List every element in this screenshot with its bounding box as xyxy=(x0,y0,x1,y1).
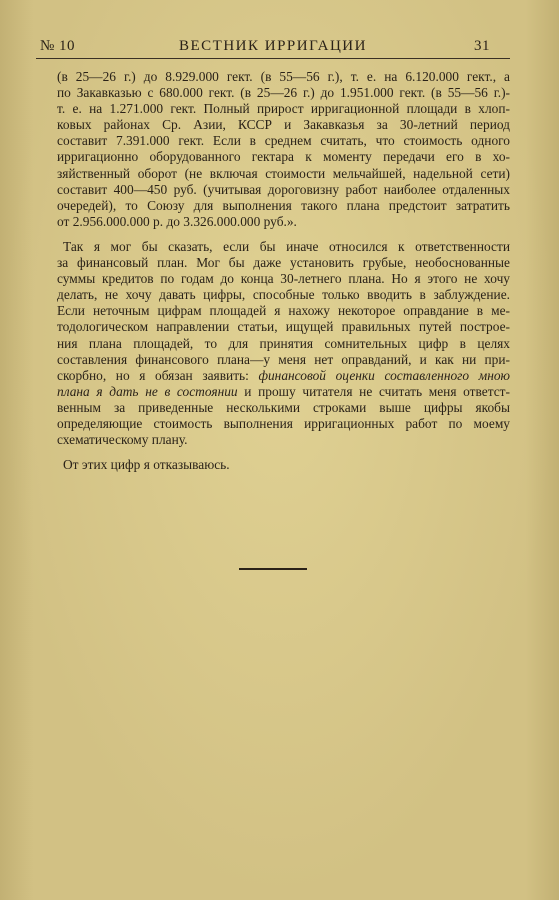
plain-text: скорбно, но я обязан заявить: xyxy=(57,367,259,383)
italic-text: плана я дать не в состоянии xyxy=(57,383,238,399)
text-line: от 2.956.000.000 р. до 3.326.000.000 руб.». xyxy=(57,213,297,229)
page-number: 31 xyxy=(474,38,490,54)
text-line: тодологическом направлении статьи, ищущей правильных путей построе- xyxy=(57,319,510,335)
text-line: От этих цифр я отказываюсь. xyxy=(63,457,230,473)
text-line xyxy=(57,384,510,400)
text-line: составит 400—450 руб. (учитывая дороговизну работ наиболее отдаленных xyxy=(57,181,510,197)
text-line: составления финансового плана—у меня нет оправданий, и как ни при- xyxy=(57,351,510,367)
text-line: определяющие стоимость выполнения ирригационных работ по моему xyxy=(57,415,510,431)
page-header xyxy=(36,36,510,59)
paragraph-financial-plan xyxy=(57,239,510,448)
text-line: (в 25—26 г.) до 8.929.000 гект. (в 55—56 г.), т. е. на 6.120.000 гект., а xyxy=(57,69,510,84)
issue-number: № 10 xyxy=(40,38,76,54)
plain-text: и прошу читателя не считать меня ответст- xyxy=(237,383,510,399)
text-line: зяйственный оборот (не включая стоимости мельчайшей, надельной сети) xyxy=(57,165,510,181)
text-line: ния плана площадей, то для принятия сомнительных цифр в целях xyxy=(57,335,510,351)
section-end-rule xyxy=(239,568,307,570)
text-line: очередей), то Союзу для выполнения такого плана предстоит затратить xyxy=(57,197,510,213)
text-line: составит 7.391.000 гект. Если в среднем считать, что стоимость одного xyxy=(57,133,510,149)
text-line: по Закавказью с 680.000 гект. (в 25—26 г.) до 1.951.000 гект. (в 55—56 г.)- xyxy=(57,85,510,101)
paragraph-quote-continuation xyxy=(57,69,510,230)
italic-text: финансовой оценки составленного мною xyxy=(258,367,510,383)
text-line: Так я мог бы сказать, если бы иначе относился к ответственности xyxy=(63,238,510,254)
text-line: венным за приведенные несколькими строками выше цифры якобы xyxy=(57,399,510,415)
article-body xyxy=(57,69,510,473)
text-line: за финансовый план. Мог бы даже установить грубые, необоснованные xyxy=(57,255,510,271)
text-line: ковых районах Ср. Азии, КССР и Закавказья за 30-летний период xyxy=(57,117,510,133)
text-line: суммы кредитов по годам до конца 30-летнего плана. Но я этого не хочу xyxy=(57,271,510,287)
text-line: ирригационно оборудованного гектара к моменту передачи его в хо- xyxy=(57,149,510,165)
text-line: делать, не хочу давать цифры, способные только вводить в заблуждение. xyxy=(57,287,510,303)
journal-title: ВЕСТНИК ИРРИГАЦИИ xyxy=(179,38,367,54)
text-line: т. е. на 1.271.000 гект. Полный прирост ирригационной площади в хлоп- xyxy=(57,101,510,117)
text-line xyxy=(57,368,510,384)
text-line: схематическому плану. xyxy=(57,432,188,448)
paragraph-refusal xyxy=(57,457,510,473)
text-line: Если неточным цифрам площадей я нахожу некоторое оправдание в ме- xyxy=(57,303,510,319)
